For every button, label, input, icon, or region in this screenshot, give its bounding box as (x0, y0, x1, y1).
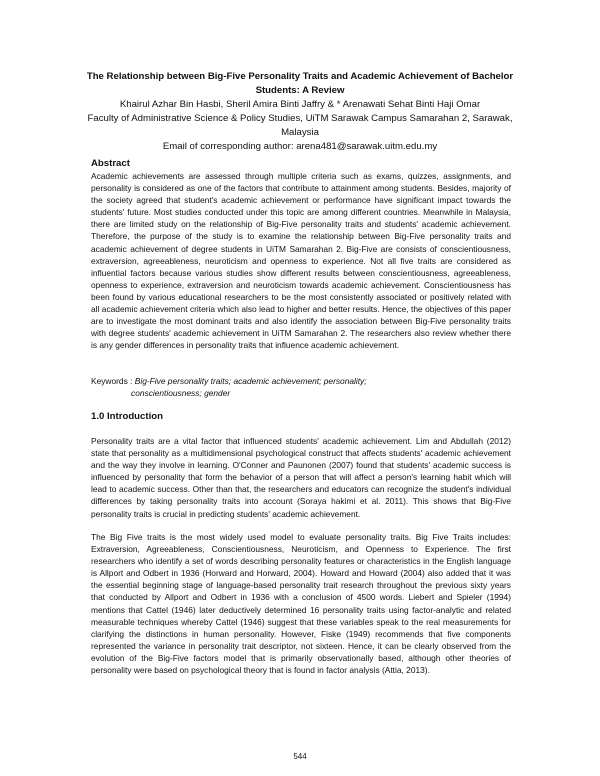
introduction-paragraph-1: Personality traits are a vital factor that influenced students' academic achievement. Lim and Abdullah (2012) state that personality as a multidimensional psychological construct that affects students' academic achievement and the way they involve in learning. O'Conner and Paunonen (2007) found that students' academic success is influenced by personality that form the behavior of a person that will affect a person's learning habit which will lead to academic success. Other than that, the researchers and educators can recognize the student's individual differences by taking personality traits into account (Soraya hakimi et al. 2011). This shows that Big-Five personality traits is crucial in predicting students' academic achievement. (91, 436, 511, 519)
abstract-body: Academic achievements are assessed through multiple criteria such as exams, quizzes, assignments, and personality is considered as one of the factors that contribute to attainment among students. Besides, majority of the society agreed that student's academic achievement or performance have significant impact towards the students' future. Most studies conducted under this topic are among different countries. Meanwhile in Malaysia, there are limited study on the relationship of Big-Five personality traits and students' academic achievement. Therefore, the purpose of the study is to examine the relationship between Big-Five personality traits and academic achievement of degree students in UiTM Samarahan 2. Big-Five are consists of conscientiousness, extraversion, agreeableness, neuroticism and openness to experience. Not all five traits are considered as influential factors because various studies show different results between conscientiousness, agreeableness, openness to experience, extraversion and neuroticism towards academic achievement. Conscientiousness has been found by various educational researchers to be the most consistently associated or positively related with all academic achievement criteria which also lead to higher and better results. Hence, the objectives of this paper are to investigate the most dominant traits and also identify the association between Big-Five personality traits with degree students' academic achievement in UiTM Samarahan 2. The researchers also review whether there is any gender differences in personality traits that influence academic achievement. (91, 171, 511, 351)
keywords-line (91, 375, 367, 387)
paper-title (60, 70, 540, 98)
authors: Khairul Azhar Bin Hasbi, Sheril Amira Binti Jaffry & * Arenawati Sehat Binti Haji Omar (119, 99, 481, 110)
keywords-label: Keywords : (91, 376, 135, 386)
affiliation-line-1: Faculty of Administrative Science & Policy Studies, UiTM Sarawak Campus Samarahan 2, Sarawak, (87, 113, 513, 124)
keywords-terms-2: conscientiousness; gender (131, 388, 231, 398)
corresponding-email: Email of corresponding author: arena481@sarawak.uitm.edu.my (162, 141, 438, 152)
introduction-heading: 1.0 Introduction (91, 411, 163, 422)
title-line-2: Students: A Review (255, 85, 345, 96)
introduction-paragraph-2: The Big Five traits is the most widely used model to evaluate personality traits. Big Five Traits includes: Extraversion, Agreeableness, Conscientiousness, Neuroticism, and Openness to Experience. The first researchers who identify a set of words describing personality features or characteristics in the English language is Allport and Odbert in 1936 (Horward and Horward, 2004). Howard and Howard (2004) also added that it was the essential beginning stage of language-based personality trait research throughout the previous sixty years that conducted by Allport and Odbert in 1936 with a conclusion of 4500 words. Liebert and Spieler (1994) mentions that Cattel (1946) later deductively determined 16 personality traits using factor-analytic and related measurable techniques whereby Cattel (1946) suggest that these variables speak to the real measurements for clarifying the distinctions in human personality. However, Fiske (1949) recommends that five components represented the variance in personality trait descriptor, not sixteen. Hence, it can be clearly observed from the evolution of the Big-Five factors model that is primarily observationally based, although other theories of personality were based on psychological theory that is found in factor analysis (Attia, 2013). (91, 532, 511, 676)
affiliation-line-2: Malaysia (281, 127, 319, 138)
abstract-heading: Abstract (91, 158, 130, 169)
title-line-1: The Relationship between Big-Five Personality Traits and Academic Achievement of Bachelor (86, 71, 514, 82)
keywords-terms-1: Big-Five personality traits; academic achievement; personality; (134, 376, 367, 386)
page-number: 544 (293, 752, 307, 761)
